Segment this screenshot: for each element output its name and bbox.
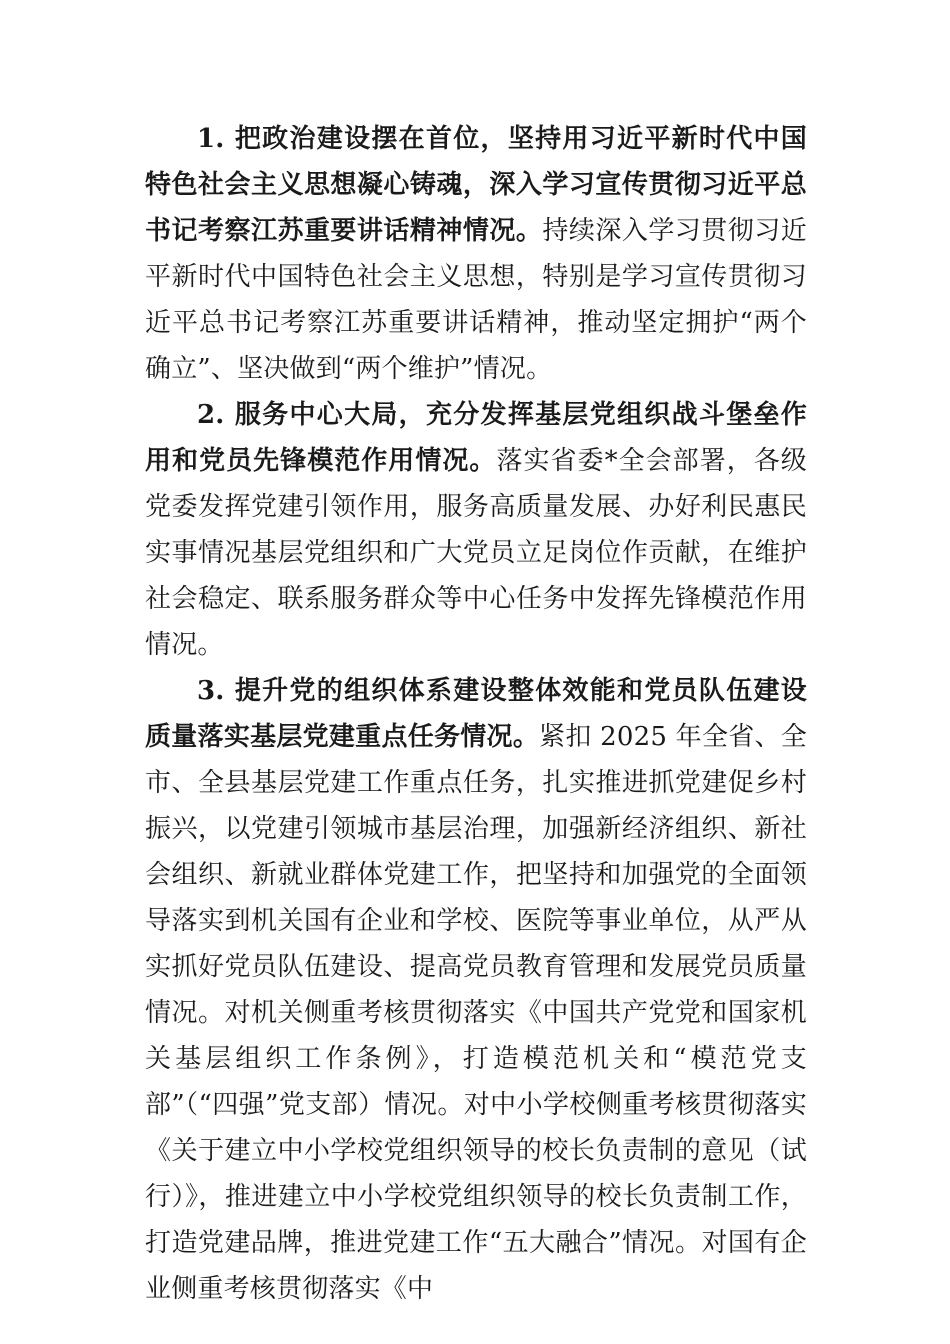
paragraph-3 bbox=[145, 668, 807, 1312]
paragraph-2 bbox=[145, 392, 807, 668]
paragraph-2-body: 落实省委*全会部署，各级党委发挥党建引领作用，服务高质量发展、办好利民惠民实事情况基层党组织和广大党员立足岗位作贡献，在维护社会稳定、联系服务群众等中心任务中发挥先锋模范作用情况。 bbox=[145, 446, 807, 660]
paragraph-3-body: 紧扣 2025 年全省、全市、全县基层党建工作重点任务，扎实推进抓党建促乡村振兴，以党建引领城市基层治理，加强新经济组织、新社会组织、新就业群体党建工作，把坚持和加强党的全面领导落实到机关国有企业和学校、医院等事业单位，从严从实抓好党员队伍建设、提高党员教育管理和发展党员质量情况。对机关侧重考核贯彻落实《中国共产党党和国家机关基层组织工作条例》，打造模范机关和“模范党支部”（“四强”党支部）情况。对中小学校侧重考核贯彻落实《关于建立中小学校党组织领导的校长负责制的意见（试行）》，推进建立中小学校党组织领导的校长负责制工作，打造党建品牌，推进党建工作“五大融合”情况。对国有企业侧重考核贯彻落实《中 bbox=[145, 722, 807, 1304]
document-body bbox=[145, 116, 807, 1312]
paragraph-1-heading: 1. 把政治建设摆在首位，坚持用习近平新时代中国特色社会主义思想凝心铸魂，深入学习宣传贯彻习近平总书记考察江苏重要讲话精神情况。 bbox=[145, 124, 807, 246]
paragraph-3-heading: 3. 提升党的组织体系建设整体效能和党员队伍建设质量落实基层党建重点任务情况。 bbox=[145, 676, 807, 752]
paragraph-2-heading: 2. 服务中心大局，充分发挥基层党组织战斗堡垒作用和党员先锋模范作用情况。 bbox=[145, 400, 807, 476]
paragraph-1 bbox=[145, 116, 807, 392]
paragraph-1-body: 持续深入学习贯彻习近平新时代中国特色社会主义思想，特别是学习宣传贯彻习近平总书记考察江苏重要讲话精神，推动坚定拥护“两个确立”、坚决做到“两个维护”情况。 bbox=[145, 216, 807, 384]
